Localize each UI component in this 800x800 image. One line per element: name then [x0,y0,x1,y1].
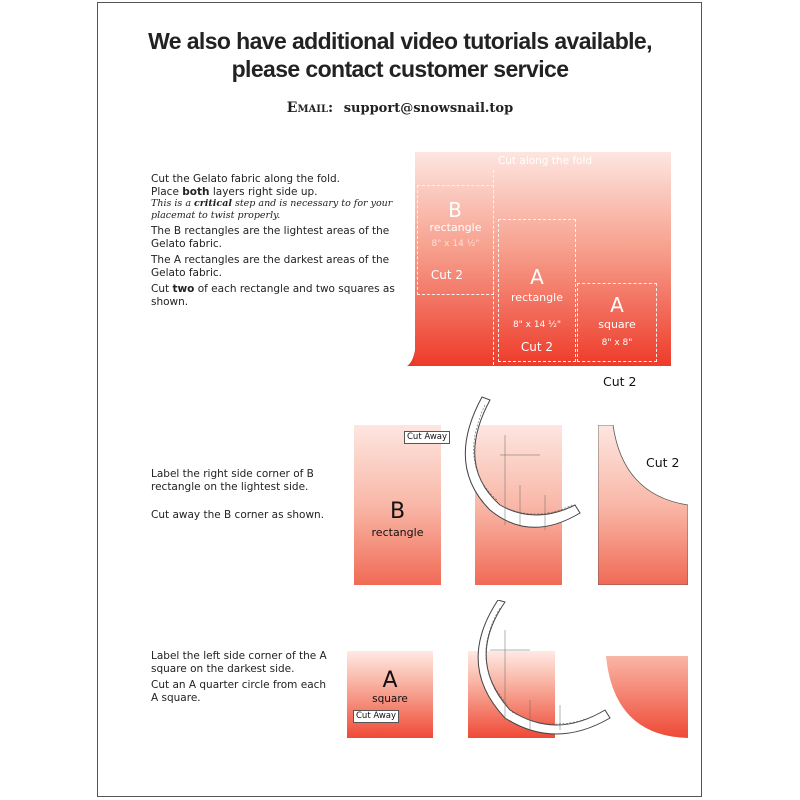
b-cut-shape [598,425,688,585]
s2-para-1: Label the right side corner of B rectangle on the lightest side. [151,468,314,493]
section2-text [151,468,341,522]
b-letter: B [448,198,462,222]
b-cut-away-tag: Cut Away [404,431,450,444]
s2-b-word: rectangle [371,526,424,539]
s3-a-letter: A [382,668,398,693]
a-rect-word: rectangle [511,291,563,304]
fabric-diagram [405,150,671,368]
s1-para-1a: Cut the Gelato fabric along the fold. [151,173,341,185]
email-address[interactable]: support@snowsnail.top [343,101,514,116]
section3-text [151,650,331,704]
s1-para-1b: Place both layers right side up. [151,185,318,198]
ruler-graphic-b [460,395,600,590]
header-line-1: We also have additional video tutorials available, [148,28,652,54]
a-square-letter: A [610,293,624,317]
s2-para-2: Cut away the B corner as shown. [151,509,325,521]
a-quarter-circle-svg [606,656,688,738]
s3-para-2: Cut an A quarter circle from each A square. [151,679,327,704]
s1-para-4: Cut two of each rectangle and two squares as shown. [151,283,395,308]
b-cut-shape-svg [598,425,688,585]
a-rect-size: 8" x 14 ½" [512,320,562,330]
ruler-graphic-a [460,600,620,745]
section1-text [151,173,396,312]
b-word: rectangle [429,221,482,234]
a-rect-cut: Cut 2 [520,340,554,354]
a-quarter-circle [606,656,688,738]
a-cut-away-tag: Cut Away [353,710,399,723]
a-square-size: 8" x 8" [601,338,633,348]
email-line [100,100,700,116]
s1-para-3: The A rectangles are the darkest areas of the Gelato fabric. [151,254,390,279]
b-cut: Cut 2 [430,268,464,282]
a-rect-letter: A [530,265,544,289]
a-square-with-ruler [460,600,620,745]
b-rect-with-ruler [460,395,600,590]
a-square-cut: Cut 2 [603,374,637,389]
s1-note: This is a critical step and is necessary to for your placemat to twist properly. [151,198,393,221]
fold-label: Cut along the fold [497,155,593,167]
s3-para-1: Label the left side corner of the A square on the darkest side. [151,650,327,675]
email-label: Email: [286,100,334,116]
header-line-2: please contact customer service [231,56,569,82]
s2-b-letter: B [389,499,406,524]
a-square-word: square [598,318,636,331]
s1-para-2: The B rectangles are the lightest areas of the Gelato fabric. [151,225,390,250]
s2-cut2: Cut 2 [646,455,680,470]
b-size: 8" x 14 ½" [431,239,480,249]
s3-a-word: square [372,693,408,705]
